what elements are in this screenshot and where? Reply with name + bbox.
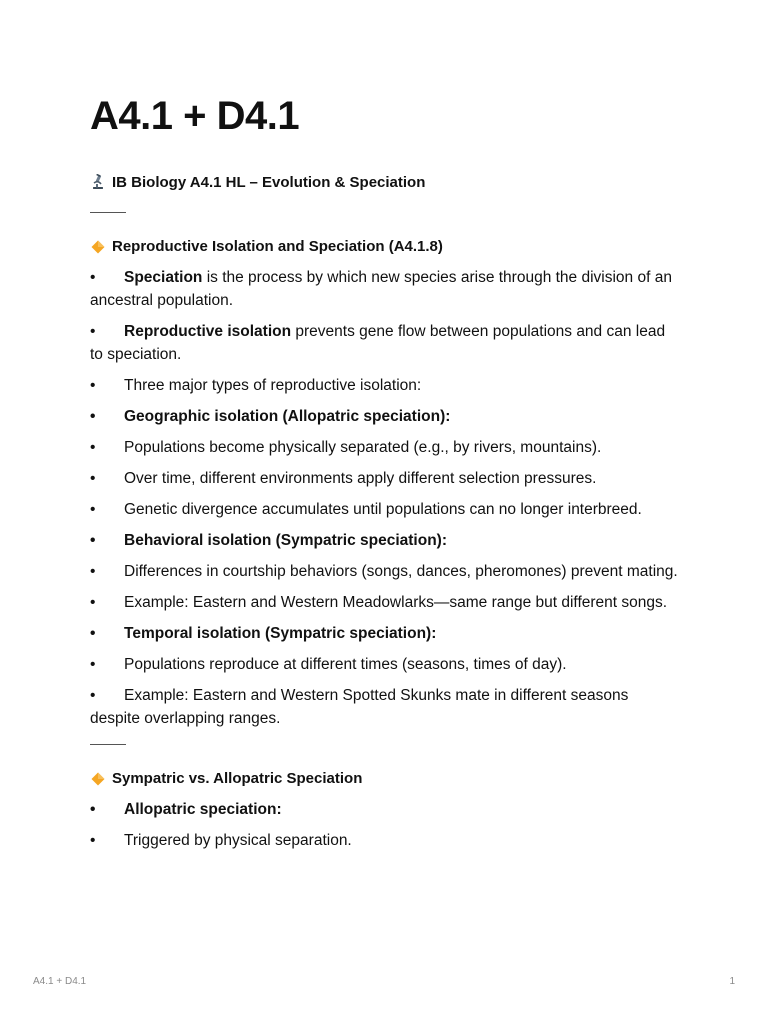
bullet: • [90,801,96,818]
item-text: Example: Eastern and Western Spotted Skunks mate in different seasons despite overlapping ranges. [90,687,629,727]
divider [90,212,126,213]
item-text: Over time, different environments apply different selection pressures. [124,470,597,487]
bullet: • [90,832,96,849]
section-heading-sympatric-vs-allopatric [90,767,680,790]
list-item [90,622,680,645]
item-bold-text: Reproductive isolation [124,323,292,340]
item-text: Populations become physically separated (e.g., by rivers, mountains). [124,439,602,456]
list-item [90,436,680,459]
list-item [90,560,680,583]
bullet: • [90,323,96,340]
bullet: • [90,377,96,394]
list-item [90,320,680,366]
item-bold-text: Behavioral isolation (Sympatric speciation): [124,532,447,549]
document-subtitle [90,170,680,194]
bullet: • [90,625,96,642]
bullet: • [90,656,96,673]
list-item [90,266,680,312]
list-item [90,684,680,730]
item-text: Differences in courtship behaviors (songs, dances, pheromones) prevent mating. [124,563,678,580]
list-item [90,829,680,852]
microscope-icon [90,174,106,190]
page-title: A4.1 + D4.1 [90,94,300,138]
item-text: Genetic divergence accumulates until populations can no longer interbreed. [124,501,642,518]
bullet: • [90,594,96,611]
bullet: • [90,687,96,704]
list-item [90,498,680,521]
list-item [90,467,680,490]
list-item [90,591,680,614]
bullet: • [90,470,96,487]
section-heading-reproductive-isolation [90,235,680,258]
subtitle-text: IB Biology A4.1 HL – Evolution & Speciation [112,173,426,191]
divider [90,744,126,745]
list-item [90,405,680,428]
item-bold-text: Speciation [124,269,203,286]
section2-list [90,798,680,852]
document-content [90,170,680,860]
item-bold-text: Geographic isolation (Allopatric speciation): [124,408,451,425]
item-text: is the process by which new species arise through the division of an ancestral population. [90,269,672,309]
section1-list [90,266,680,730]
section-heading-text: Sympatric vs. Allopatric Speciation [112,770,363,787]
list-item [90,653,680,676]
bullet: • [90,408,96,425]
item-text: prevents gene flow between populations and can lead to speciation. [90,323,666,363]
item-bold-text: Allopatric speciation: [124,801,282,818]
bullet: • [90,532,96,549]
item-text: Example: Eastern and Western Meadowlarks—same range but different songs. [124,594,668,611]
bullet: • [90,269,96,286]
bullet: • [90,501,96,518]
footer-title: A4.1 + D4.1 [33,976,87,987]
list-item [90,798,680,821]
orange-diamond-icon [90,239,106,255]
orange-diamond-icon [90,771,106,787]
list-item [90,529,680,552]
section-heading-text: Reproductive Isolation and Speciation (A4.1.8) [112,238,443,255]
list-item [90,374,680,397]
bullet: • [90,439,96,456]
item-bold-text: Temporal isolation (Sympatric speciation): [124,625,437,642]
item-text: Three major types of reproductive isolation: [124,377,422,394]
item-text: Populations reproduce at different times (seasons, times of day). [124,656,567,673]
page-number: 1 [729,976,735,987]
bullet: • [90,563,96,580]
item-text: Triggered by physical separation. [124,832,352,849]
